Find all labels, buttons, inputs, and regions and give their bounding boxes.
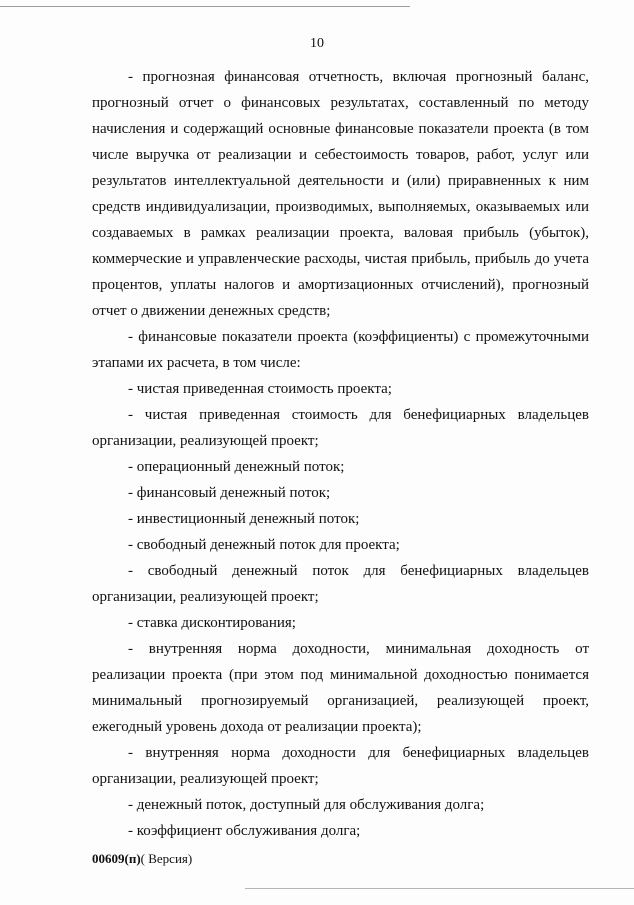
scan-edge-line-top bbox=[0, 6, 410, 7]
paragraph-financial-indicators: - финансовые показатели проекта (коэффициенты) с промежуточными этапами их расчета, в том числе: bbox=[92, 329, 589, 371]
document-body bbox=[92, 64, 589, 844]
paragraph-forecast-reporting: - прогнозная финансовая отчетность, включая прогнозный баланс, прогнозный отчет о финансовых результатах, составленный по методу начисления и содержащий основные финансовые показатели проекта (в том числе выручка от реализации и себестоимость товаров, работ, услуг или результатов интеллектуальной деятельности и (или) приравненных к ним средств индивидуализации, производимых, выполняемых, оказываемых или создаваемых в рамках реализации проекта, валовая прибыль (убыток), коммерческие и управленческие расходы, чистая прибыль, прибыль до учета процентов, уплаты налогов и амортизационных отчислений), прогнозный отчет о движении денежных средств; bbox=[92, 69, 589, 319]
document-code: 00609(п) bbox=[92, 851, 141, 866]
list-item-operating-cash-flow: - операционный денежный поток; bbox=[128, 459, 345, 475]
list-item-discount-rate: - ставка дисконтирования; bbox=[128, 615, 296, 631]
page-number: 10 bbox=[310, 36, 324, 51]
list-item-financial-cash-flow: - финансовый денежный поток; bbox=[128, 485, 331, 501]
list-item-free-cash-flow-project: - свободный денежный поток для проекта; bbox=[128, 537, 400, 553]
list-item-npv-beneficiaries: - чистая приведенная стоимость для бенефициарных владельцев организации, реализующей проект; bbox=[92, 407, 589, 449]
list-item-npv-project: - чистая приведенная стоимость проекта; bbox=[128, 381, 392, 397]
scan-edge-line-bottom bbox=[245, 888, 634, 889]
list-item-cash-flow-debt-service: - денежный поток, доступный для обслуживания долга; bbox=[128, 797, 485, 813]
list-item-irr-beneficiaries: - внутренняя норма доходности для бенефициарных владельцев организации, реализующей проект; bbox=[92, 745, 589, 787]
list-item-irr-minimum-return: - внутренняя норма доходности, минимальная доходность от реализации проекта (при этом под минимальной доходностью понимается минимальный прогнозируемый организацией, реализующей проект, ежегодный уровень дохода от реализации проекта); bbox=[92, 641, 589, 735]
list-item-debt-service-ratio: - коэффициент обслуживания долга; bbox=[128, 823, 361, 839]
list-item-free-cash-flow-beneficiaries: - свободный денежный поток для бенефициарных владельцев организации, реализующей проект; bbox=[92, 563, 589, 605]
document-version: ( Версия) bbox=[140, 851, 193, 866]
document-footer bbox=[92, 851, 192, 867]
list-item-investment-cash-flow: - инвестиционный денежный поток; bbox=[128, 511, 360, 527]
